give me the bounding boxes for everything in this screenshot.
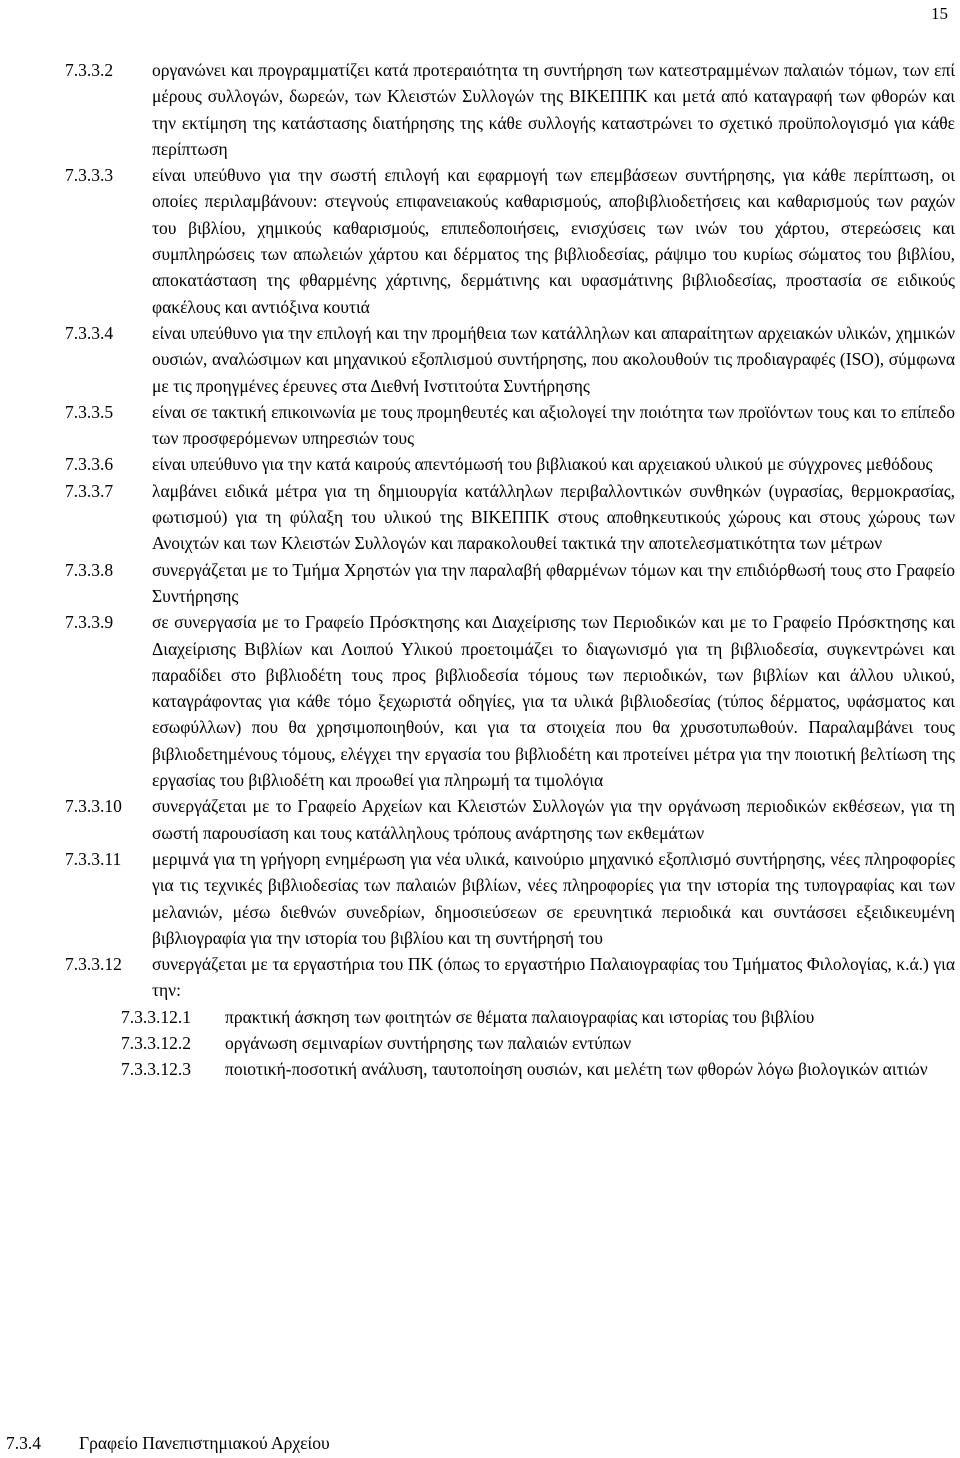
item-number: 7.3.3.4 <box>65 322 114 343</box>
item-number: 7.3.3.12 <box>65 954 122 975</box>
item-text: συνεργάζεται με τα εργαστήρια του ΠΚ (όπως το εργαστήριο Παλαιογραφίας του Τμήματος Φιλολογίας, κ.ά.) για την: <box>152 954 955 1001</box>
item-text: είναι υπεύθυνο για την επιλογή και την προμήθεια των κατάλληλων και απαραίτητων αρχειακών υλικών, χημικών ουσιών, αναλώσιμων και μηχανικού εξοπλισμού συντήρησης, που ακολουθούν τις προδιαγραφές (ISO), σύμφωνα με τις προηγμένες έρευνες στα Διεθνή Ινστιτούτα Συντήρησης <box>152 322 955 396</box>
item-text: είναι σε τακτική επικοινωνία με τους προμηθευτές και αξιολογεί την ποιότητα των προϊόντων τους και το επίπεδο των προσφερόμενων υπηρεσιών τους <box>152 401 955 449</box>
sub-list-item <box>121 1056 955 1082</box>
item-number: 7.3.3.5 <box>65 401 114 422</box>
list-item <box>65 609 955 793</box>
item-text: σε συνεργασία με το Γραφείο Πρόσκτησης και Διαχείρισης των Περιοδικών και με το Γραφείο Πρόσκτησης και Διαχείρισης Βιβλίων και Λοιπού Υλικού προετοιμάζει το διαγωνισμό για τη βιβλιοδεσία, συγκεντρώνει και παραδίδει στο βιβλιοδέτη τους προς βιβλιοδεσία τόμους των περιοδικών, των βιβλίων και άλλου υλικού, καταγράφοντας για κάθε τόμο ξεχωριστά οδηγίες, για τα υλικά βιβλιοδεσίας (τύπος δέρματος, υφάσματος και εσωφύλλων) που θα χρησιμοποιηθούν, και για τα στοιχεία που θα χρυσοτυπωθούν. Παραλαμβάνει τους βιβλιοδετημένους τόμους, ελέγχει την εργασία του βιβλιοδέτη και προτείνει μέτρα για την ποιοτική βελτίωση της εργασίας του βιβλιοδέτη και προωθεί για πληρωμή τα τιμολόγια <box>152 612 955 791</box>
document-body <box>65 57 955 1083</box>
page-number: 15 <box>931 4 948 23</box>
list-item <box>65 451 955 477</box>
item-number: 7.3.3.11 <box>65 848 122 869</box>
list-item <box>65 478 955 557</box>
item-number: 7.3.3.10 <box>65 796 122 817</box>
item-number: 7.3.3.2 <box>65 60 114 80</box>
sub-list-item <box>121 1004 955 1030</box>
list-item <box>65 846 955 951</box>
list-item <box>65 557 955 610</box>
section-title: Γραφείο Πανεπιστημιακού Αρχείου <box>79 1433 330 1453</box>
list-item <box>65 951 955 1004</box>
sub-list-item <box>121 1030 955 1056</box>
section-heading <box>6 1430 330 1456</box>
list-item <box>65 793 955 846</box>
list-item <box>65 320 955 399</box>
list-item <box>65 162 955 320</box>
item-text: συνεργάζεται με το Τμήμα Χρηστών για την παραλαβή φθαρμένων τόμων και την επιδιόρθωσή τους στο Γραφείο Συντήρησης <box>152 559 955 606</box>
subitem-number: 7.3.3.12.2 <box>121 1032 191 1053</box>
subitem-text: πρακτική άσκηση των φοιτητών σε θέματα παλαιογραφίας και ιστορίας του βιβλίου <box>225 1006 815 1027</box>
item-number: 7.3.3.6 <box>65 454 114 475</box>
subitem-text: ποιοτική-ποσοτική ανάλυση, ταυτοποίηση ουσιών, και μελέτη των φθορών λόγω βιολογικών αιτιών <box>225 1059 928 1080</box>
item-number: 7.3.3.7 <box>65 480 114 501</box>
item-number: 7.3.3.3 <box>65 165 114 186</box>
subitem-number: 7.3.3.12.3 <box>121 1059 191 1080</box>
list-item <box>65 57 955 162</box>
item-text: μεριμνά για τη γρήγορη ενημέρωση για νέα υλικά, καινούριο μηχανικό εξοπλισμό συντήρησης, νέες πληροφορίες για τις τεχνικές βιβλιοδεσίας των παλαιών βιβλίων, νέες πληροφορίες για την ιστορία της τυπογραφίας και των μελανιών, μέσω διεθνών συνεδρίων, δημοσιεύσεων σε ερευνητικά περιοδικά και συντάσσει εξειδικευμένη βιβλιογραφία για την ιστορία του βιβλίου και τη συντήρησή του <box>152 848 955 948</box>
item-text: συνεργάζεται με το Γραφείο Αρχείων και Κλειστών Συλλογών για την οργάνωση περιοδικών εκθέσεων, για τη σωστή παρουσίαση και τους κατάλληλους τρόπους ανάρτησης των εκθεμάτων <box>152 796 955 843</box>
subitem-number: 7.3.3.12.1 <box>121 1006 191 1027</box>
item-text: είναι υπεύθυνο για την κατά καιρούς απεντόμωσή του βιβλιακού και αρχειακού υλικού με σύγχρονες μεθόδους <box>152 454 933 475</box>
item-text: οργανώνει και προγραμματίζει κατά προτεραιότητα τη συντήρηση των κατεστραμμένων παλαιών τόμων, των επί μέρους συλλογών, δωρεών, των Κλειστών Συλλογών της ΒΙΚΕΠΠΚ και μετά από καταγραφή των φθορών και την εκτίμηση της κατάστασης διατήρησης της κάθε συλλογής καταστρώνει το σχετικό προϋπολογισμό για κάθε περίπτωση <box>152 60 955 159</box>
subitem-text: οργάνωση σεμιναρίων συντήρησης των παλαιών εντύπων <box>225 1032 632 1053</box>
item-text: είναι υπεύθυνο για την σωστή επιλογή και εφαρμογή των επεμβάσεων συντήρησης, για κάθε περίπτωση, οι οποίες περιλαμβάνουν: στεγνούς επιφανειακούς καθαρισμούς, αποβιβλιοδετήσεις και καθαρισμούς των ραχών του βιβλίου, χημικούς καθαρισμούς, επιπεδοποιήσεις, ενισχύσεις των ινών του χάρτου, στερεώσεις και συμπληρώσεις των απωλειών χάρτου και δέρματος της βιβλιοδεσίας, ράψιμο του κυρίως σώματος του βιβλίου, αποκατάσταση της φθαρμένης χάρτινης, δερμάτινης και υφασμάτινης βιβλιοδεσίας, προστασία σε ειδικούς φακέλους και αντιόξινα κουτιά <box>152 165 955 317</box>
list-item <box>65 399 955 452</box>
item-number: 7.3.3.8 <box>65 559 114 580</box>
section-number: 7.3.4 <box>6 1433 41 1453</box>
item-text: λαμβάνει ειδικά μέτρα για τη δημιουργία κατάλληλων περιβαλλοντικών συνθηκών (υγρασίας, θερμοκρασίας, φωτισμού) για τη φύλαξη του υλικού της ΒΙΚΕΠΠΚ στους αποθηκευτικούς χώρους και στους χώρους των Ανοιχτών και των Κλειστών Συλλογών και παρακολουθεί τακτικά την αποτελεσματικότητα των μέτρων <box>152 480 955 554</box>
item-number: 7.3.3.9 <box>65 612 114 633</box>
